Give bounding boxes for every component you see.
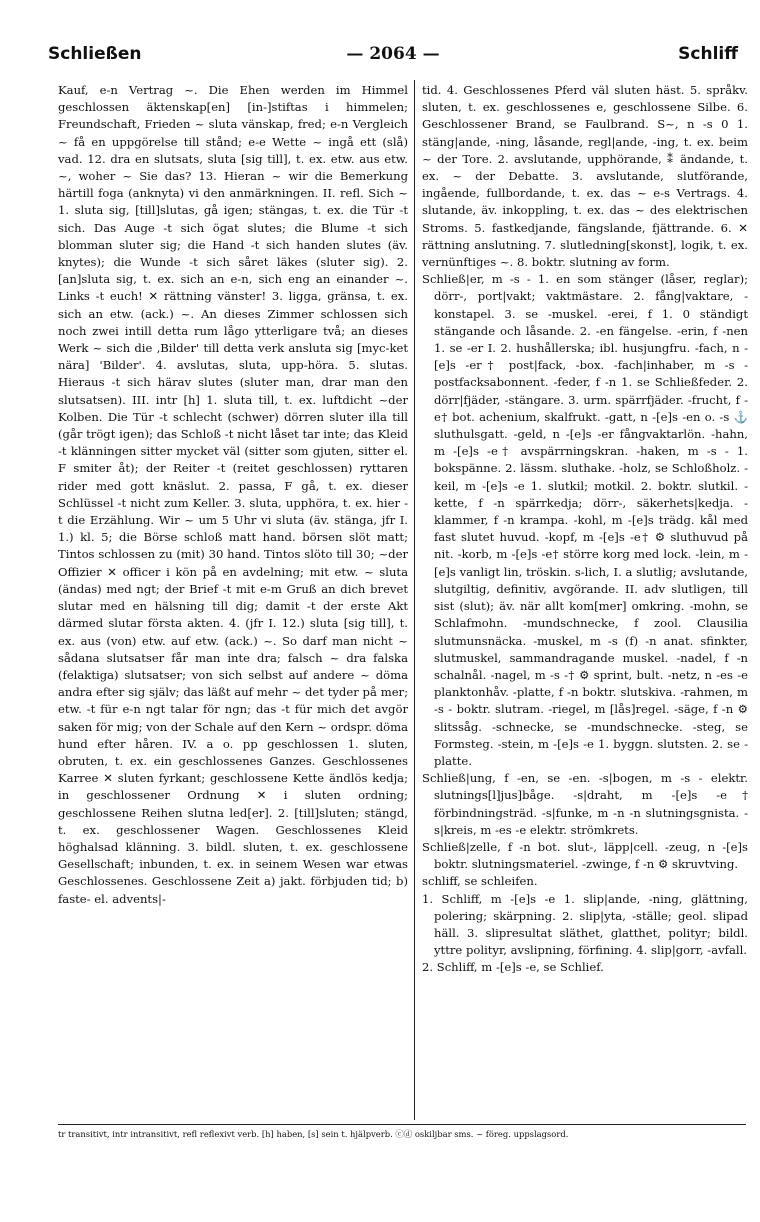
entry-paragraph: tid. 4. Geschlossenes Pferd väl sluten häst. 5. språkv. sluten, t. ex. geschlossenes e, geschlossene Silbe. 6. Geschlossener Brand, se Faulbrand. S~, n -s 0 1. stäng|ande, -ning, låsande, regl|ande, -ing, t. ex. beim ~ der Tore. 2. avslutande, upphörande, ⁑ ändande, t. ex. ~ der Debatte. 3. avslutande, slutförande, ingående, fullbordande, t. ex. das ~ e-s Vertrags. 4. slutande, äv. inkoppling, t. ex. das ~ des elektrischen Stroms. 5. fastkedjande, fängslande, fjättrande. 6. ✕ rättning anslutning. 7. slutledning[skonst], logik, t. ex. vernünftiges ~. 8. boktr. slutning av form.	[422, 83, 748, 270]
column-divider	[414, 80, 415, 1120]
page-number: — 2064 —	[346, 44, 440, 64]
footer-rule	[58, 1124, 746, 1125]
left-column-text: Kauf, e-n Vertrag ~. Die Ehen werden im Himmel geschlossen äktenskap[en] [in-]stiftas i himmelen; Freundschaft, Frieden ~ sluta vänskap, fred; e-n Vergleich ~ få en uppgörelse till stånd; e-e Wette ~ ingå ett (slå) vad. 12. dra en slutsats, sluta [sig till], t. ex. etw. aus etw. ~, woher ~ Sie das? 13. Hieran ~ wir die Bemerkung härtill foga (anknyta) vi den anmärkningen. II. refl. Sich ~ 1. sluta sig, [till]slutas, gå igen; stängas, t. ex. die Tür -t sich. Das Auge -t sich ögat slutes; die Blume -t sich blomman sluter sig; die Hand -t sich handen slutes (äv. knytes); die Wunde -t sich såret läkes (sluter sig). 2. [an]sluta sig, t. ex. sich an e-n, sich eng an einander ~. Links -t euch! ✕ rättning vänster! 3. ligga, gränsa, t. ex. sich an etw. (ack.) ~. An dieses Zimmer schlossen sich noch zwei intill detta rum lågo ytterligare två; an dieses Werk ~ sich die ‚Bilder' till detta verk ansluta sig [myc-ket nära] 'Bilder'. 4. avslutas, sluta, upp-höra. 5. slutas. Hieraus -t sich härav slutes (sluter man, drar man den slutsatsen). III. intr [h] 1. sluta till, t. ex. luftdicht ~der Kolben. Die Tür -t schlecht (schwer) dörren sluter illa till (går trögt igen); das Schloß -t nicht låset tar inte; das Kleid -t klänningen sitter mycket väl (sitter som gjuten, sitter el. F smiter åt); der Reiter -t (reitet geschlossen) ryttaren rider med gott knäslut. 2. passa, F gå, t. ex. dieser Schlüssel -t nicht zum Keller. 3. sluta, upphöra, t. ex. hier -t die Erzählung. Wir ~ um 5 Uhr vi sluta (äv. stänga, jfr I. 1.) kl. 5; die Börse schloß matt hand. börsen slöt matt; Tintos schlossen zu (mit) 30 hand. Tintos slöto till 30; ~der Offizier ✕ officer i kön på en avdelning; mit etw. ~ sluta (ändas) med ngt; der Brief -t mit e-m Gruß an dich brevet slutar med en hälsning till dig; damit -t der erste Akt därmed slutar första akten. 4. (jfr I. 12.) sluta [sig till], t. ex. aus (von) etw. auf etw. (ack.) ~. So darf man nicht ~ sådana slutsatser får man inte dra; falsch ~ dra falska (felaktiga) slutsatser; von sich selbst auf andere ~ döma andra efter sig själv; das läßt auf mehr ~ det tyder på mer; etw. -t für e-n ngt talar för ngn; das -t für mich det avgör saken för mig; von der Schale auf den Kern ~ ordspr. döma hund efter håren. IV. a o. pp geschlossen 1. sluten, obruten, t. ex. ein geschlossenes Ganzes. Geschlossenes Karree ✕ sluten fyrkant; geschlossene Kette ändlös kedja; in geschlossener Ordnung ✕ i sluten ordning; geschlossene Reihen slutna led[er]. 2. [till]sluten; stängd, t. ex. geschlossener Wagen. Geschlossenes Kleid höghalsad klänning. 3. bildl. sluten, t. ex. geschlossene Gesellschaft; inbunden, t. ex. in seinem Wesen war etwas Geschlossenes. Geschlossene Zeit a) jakt. förbjuden tid; b) faste- el. advents|-	[58, 83, 408, 906]
entry-paragraph: Schließ|zelle, f -n bot. slut-, läpp|cell. -zeug, n -[e]s boktr. slutningsmateriel. -zwinge, f -n ⚙ skruvtving.	[422, 839, 748, 872]
entry-paragraph: schliff, se schleifen.	[422, 874, 538, 889]
header-right-word: Schliff	[678, 44, 738, 64]
entry-paragraph: 2. Schliff, m -[e]s -e, se Schlief.	[422, 960, 604, 975]
header-left-word: Schließen	[48, 44, 142, 64]
entry-paragraph: Schließ|ung, f -en, se -en. -s|bogen, m -s - elektr. slutnings[l]jus]båge. -s|draht, m -[e]s -e† förbindningsträd. -s|funke, m -n -n slutningsgnista. -s|kreis, m -es -e elektr. strömkrets.	[422, 771, 748, 837]
right-column	[422, 82, 748, 1114]
entry-paragraph: Schließ|er, m -s - 1. en som stänger (låser, reglar); dörr-, port|vakt; vaktmästare. 2. fång|vaktare, -konstapel. 3. se -muskel. -erei, f 1. 0 ständigt stängande och låsande. 2. -en fängelse. -erin, f -nen 1. se -er I. 2. hushållerska; ibl. husjungfru. -fach, n -[e]s -er† post|fack, -box. -fach|inhaber, m -s - postfacksabonnent. -feder, f -n 1. se Schließfeder. 2. dörr|fjäder, -stängare. 3. urm. spärrfjäder. -frucht, f -e† bot. achenium, skalfrukt. -gatt, n -[e]s -en o. -s ⚓ sluthulsgatt. -geld, n -[e]s -er fångvaktarlön. -hahn, m -[e]s -e† avspärrningskran. -haken, m -s - 1. bokspänne. 2. lässm. sluthake. -holz, se Schloßholz. -keil, m -[e]s -e 1. slutkil; motkil. 2. boktr. slutkil. -kette, f -n spärrkedja; dörr-, säkerhets|kedja. -klammer, f -n krampa. -kohl, m -[e]s trädg. kål med fast slutet huvud. -kopf, m -[e]s -e† ⚙ sluthuvud på nit. -korb, m -[e]s -e† större korg med lock. -lein, m -[e]s vanligt lin, tröskin. s-lich, I. a slutlig; avslutande, slutgiltig, definitiv, avgörande. II. adv slutligen, till sist (slut); äv. när allt kom[mer] omkring. -mohn, se Schlafmohn. -mundschnecke, f zool. Clausilia slutmunsnäcka. -muskel, m -s (f) -n anat. sfinkter, slutmuskel, sammandragande muskel. -nadel, f -n schalnål. -nagel, m -s -† ⚙ sprint, bult. -netz, n -es -e planktonhåv. -platte, f -n boktr. slutskiva. -rahmen, m -s - boktr. slutram. -riegel, m [lås]regel. -säge, f -n ⚙ slitssåg. -schnecke, se -mundschnecke. -steg, se Formsteg. -stein, m -[e]s -e 1. byggn. slutsten. 2. se -platte.	[422, 272, 748, 768]
abbreviation-footer: tr transitivt, intr intransitivt, refl reflexivt verb. [h] haben, [s] sein t. hjälpverb. ⓒⓓ oskiljbar sms. ~ föreg. uppslagsord.	[58, 1129, 569, 1139]
entry-paragraph: 1. Schliff, m -[e]s -e 1. slip|ande, -ning, glättning, polering; skärpning. 2. slip|yta, -ställe; geol. slipad häll. 3. slipresultat släthet, glatthet, polityr; bildl. yttre polityr, avslipning, förfining. 4. slip|gorr, -avfall.	[422, 891, 748, 958]
left-column	[58, 82, 408, 1114]
page-header	[48, 44, 738, 74]
